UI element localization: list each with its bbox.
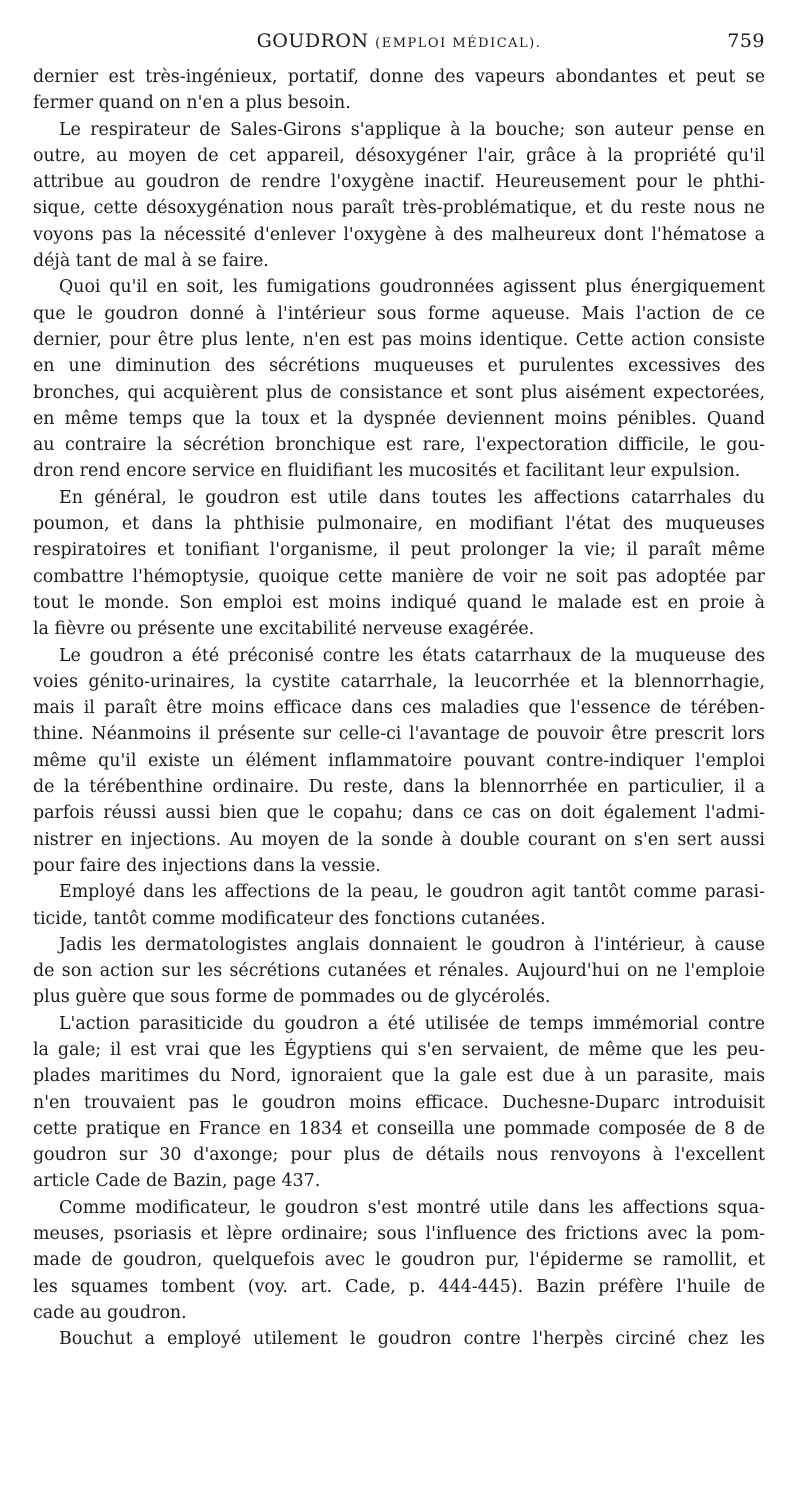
text-line: respiratoires et tonifiant l'organisme, il peut prolonger la vie; il paraît même	[33, 540, 765, 561]
text-line: que le goudron donné à l'intérieur sous forme aqueuse. Mais l'action de ce	[33, 303, 765, 324]
text-line: au contraire la sécrétion bronchique est rare, l'expectoration difficile, le gou-	[33, 435, 765, 456]
text-line: dernier est très-ingénieux, portatif, donne des vapeurs abondantes et peut se	[33, 67, 765, 87]
book-page	[33, 30, 765, 1353]
text-line: ticide, tantôt comme modificateur des fonctions cutanées.	[33, 908, 546, 929]
text-line: mais il paraît être moins efficace dans ces maladies que l'essence de térében-	[33, 698, 765, 719]
text-line: plus guère que sous forme de pommades ou de glycérolés.	[33, 987, 551, 1008]
text-line: de la térébenthine ordinaire. Du reste, dans la blennorrhée en particulier, il a	[33, 777, 765, 798]
text-line: Bouchut a employé utilement le goudron contre l'herpès circiné chez les	[59, 1329, 765, 1350]
text-line: en même temps que la toux et la dyspnée deviennent moins pénibles. Quand	[33, 408, 765, 429]
text-line: thine. Néanmoins il présente sur celle-ci l'avantage de pouvoir être prescrit lors	[33, 724, 765, 745]
header-title-block	[33, 30, 765, 52]
text-line: cade au goudron.	[33, 1302, 187, 1323]
text-line: article Cade de Bazin, page 437.	[33, 1171, 321, 1192]
header-title: GOUDRON	[256, 30, 369, 52]
text-line: pour faire des injections dans la vessie.	[33, 855, 381, 876]
text-line: En général, le goudron est utile dans toutes les affections catarrhales du	[59, 487, 765, 508]
text-line: dernier, pour être plus lente, n'en est pas moins identique. Cette action consiste	[33, 329, 765, 350]
text-line: Quoi qu'il en soit, les fumigations goudronnées agissent plus énergiquement	[59, 277, 765, 298]
text-line: en une diminution des sécrétions muqueuses et purulentes excessives des	[33, 356, 765, 377]
text-line: Jadis les dermatologistes anglais donnaient le goudron à l'intérieur, à cause	[59, 934, 765, 955]
text-line: voyons pas la nécessité d'enlever l'oxygène à des malheureux dont l'hématose a	[33, 224, 765, 245]
page-number: 759	[727, 30, 765, 52]
text-line: sique, cette désoxygénation nous paraît très-problématique, et du reste nous ne	[33, 198, 765, 219]
text-line: la gale; il est vrai que les Égyptiens qui s'en servaient, de même que les peu-	[33, 1039, 765, 1060]
body-text	[33, 64, 765, 1353]
text-line: Le goudron a été préconisé contre les états catarrhaux de la muqueuse des	[59, 645, 765, 666]
text-line: n'en trouvaient pas le goudron moins efficace. Duchesne-Duparc introduisit	[33, 1092, 765, 1113]
running-header	[33, 30, 765, 56]
text-line: parfois réussi aussi bien que le copahu; dans ce cas on doit également l'admi-	[33, 803, 765, 824]
text-line: la fièvre ou présente une excitabilité nerveuse exagérée.	[33, 619, 535, 640]
text-line: même qu'il existe un élément inflammatoire pouvant contre-indiquer l'emploi	[33, 750, 765, 771]
text-line: de son action sur les sécrétions cutanées et rénales. Aujourd'hui on ne l'emploie	[33, 961, 765, 982]
text-line: nistrer en injections. Au moyen de la sonde à double courant on s'en sert aussi	[33, 829, 765, 850]
header-subtitle: (EMPLOI MÉDICAL).	[375, 36, 542, 51]
text-line: dron rend encore service en fluidifiant les mucosités et facilitant leur expulsion.	[33, 461, 741, 482]
text-line: déjà tant de mal à se faire.	[33, 251, 269, 272]
text-line: voies génito-urinaires, la cystite catarrhale, la leucorrhée et la blennorrhagie,	[33, 671, 765, 692]
text-line: L'action parasiticide du goudron a été utilisée de temps immémorial contre	[59, 1013, 765, 1034]
text-line: plades maritimes du Nord, ignoraient que la gale est due à un parasite, mais	[33, 1066, 765, 1087]
text-line: attribue au goudron de rendre l'oxygène inactif. Heureusement pour le phthi-	[33, 172, 765, 193]
text-line: goudron sur 30 d'axonge; pour plus de détails nous renvoyons à l'excellent	[33, 1145, 765, 1166]
text-line: Employé dans les affections de la peau, le goudron agit tantôt comme parasi-	[59, 882, 765, 903]
text-line: combattre l'hémoptysie, quoique cette manière de voir ne soit pas adoptée par	[33, 566, 765, 587]
text-line: made de goudron, quelquefois avec le goudron pur, l'épiderme se ramollit, et	[33, 1250, 765, 1271]
text-line: cette pratique en France en 1834 et conseilla une pommade composée de 8 de	[33, 1118, 765, 1139]
text-line: meuses, psoriasis et lèpre ordinaire; sous l'influence des frictions avec la pom-	[33, 1224, 765, 1245]
text-line: Comme modificateur, le goudron s'est montré utile dans les affections squa-	[59, 1197, 765, 1218]
text-line: poumon, et dans la phthisie pulmonaire, en modifiant l'état des muqueuses	[33, 514, 765, 535]
text-line: les squames tombent (voy. art. Cade, p. 444-445). Bazin préfère l'huile de	[33, 1276, 765, 1297]
text-line: fermer quand on n'en a plus besoin.	[33, 93, 351, 114]
text-line: bronches, qui acquièrent plus de consistance et sont plus aisément expectorées,	[33, 382, 765, 403]
text-line: tout le monde. Son emploi est moins indiqué quand le malade est en proie à	[33, 592, 765, 613]
text-line: Le respirateur de Sales-Girons s'applique à la bouche; son auteur pense en	[59, 119, 765, 140]
text-line: outre, au moyen de cet appareil, désoxygéner l'air, grâce à la propriété qu'il	[33, 145, 765, 166]
